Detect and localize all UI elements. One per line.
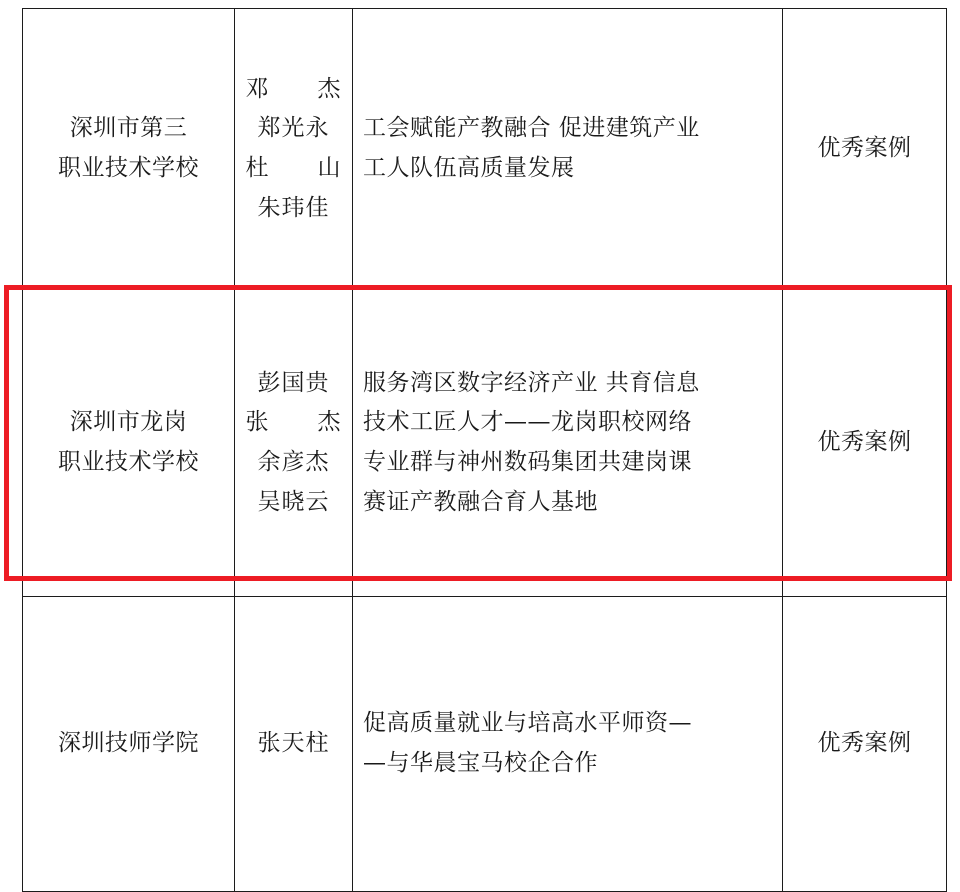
- title-line: 促高质量就业与培高水平师资—: [363, 710, 692, 737]
- name-line: 杜 山: [245, 155, 342, 181]
- title-line: 技术工匠人才——龙岗职校网络: [363, 409, 692, 436]
- cell-names: [235, 290, 353, 597]
- cell-award: 优秀案例: [783, 290, 947, 597]
- cell-award: 优秀案例: [783, 9, 947, 290]
- title-line: —与华晨宝马校企合作: [363, 750, 598, 776]
- award-table: [22, 8, 947, 892]
- name-line: 彭国贵: [257, 369, 330, 396]
- name-line: 吴晓云: [257, 488, 330, 515]
- table-row: [23, 9, 947, 290]
- table-row: [23, 597, 947, 892]
- school-line: 深圳技师学院: [58, 730, 199, 757]
- name-line: 余彦杰: [257, 449, 330, 475]
- title-lines: [363, 364, 776, 522]
- name-line: 张 杰: [245, 409, 342, 436]
- cell-award: 优秀案例: [783, 597, 947, 892]
- name-line: 张天柱: [257, 730, 330, 757]
- school-line: 深圳市第三: [69, 115, 188, 142]
- table-body: [23, 9, 947, 892]
- names-lines: [241, 70, 346, 228]
- cell-title: [353, 9, 783, 290]
- school-line: 职业技术学校: [58, 155, 199, 181]
- school-line: 深圳市龙岗: [69, 409, 188, 436]
- cell-school: [23, 597, 235, 892]
- name-line: 朱玮佳: [257, 194, 330, 221]
- name-line: 邓 杰: [245, 75, 342, 102]
- school-lines: [29, 109, 228, 188]
- school-line: 职业技术学校: [58, 449, 199, 475]
- title-lines: [363, 109, 776, 188]
- names-lines: [241, 724, 346, 764]
- cell-title: [353, 597, 783, 892]
- cell-names: [235, 597, 353, 892]
- table-row: [23, 290, 947, 597]
- title-line: 赛证产教融合育人基地: [363, 488, 598, 515]
- cell-school: [23, 290, 235, 597]
- title-line: 专业群与神州数码集团共建岗课: [363, 449, 692, 475]
- title-lines: [363, 704, 776, 783]
- school-lines: [29, 403, 228, 482]
- cell-title: [353, 290, 783, 597]
- name-line: 郑光永: [257, 115, 330, 142]
- title-line: 服务湾区数字经济产业 共育信息: [363, 369, 700, 396]
- title-line: 工会赋能产教融合 促进建筑产业: [363, 115, 700, 142]
- names-lines: [241, 364, 346, 522]
- cell-school: [23, 9, 235, 290]
- school-lines: [29, 724, 228, 764]
- title-line: 工人队伍高质量发展: [363, 155, 575, 181]
- cell-names: [235, 9, 353, 290]
